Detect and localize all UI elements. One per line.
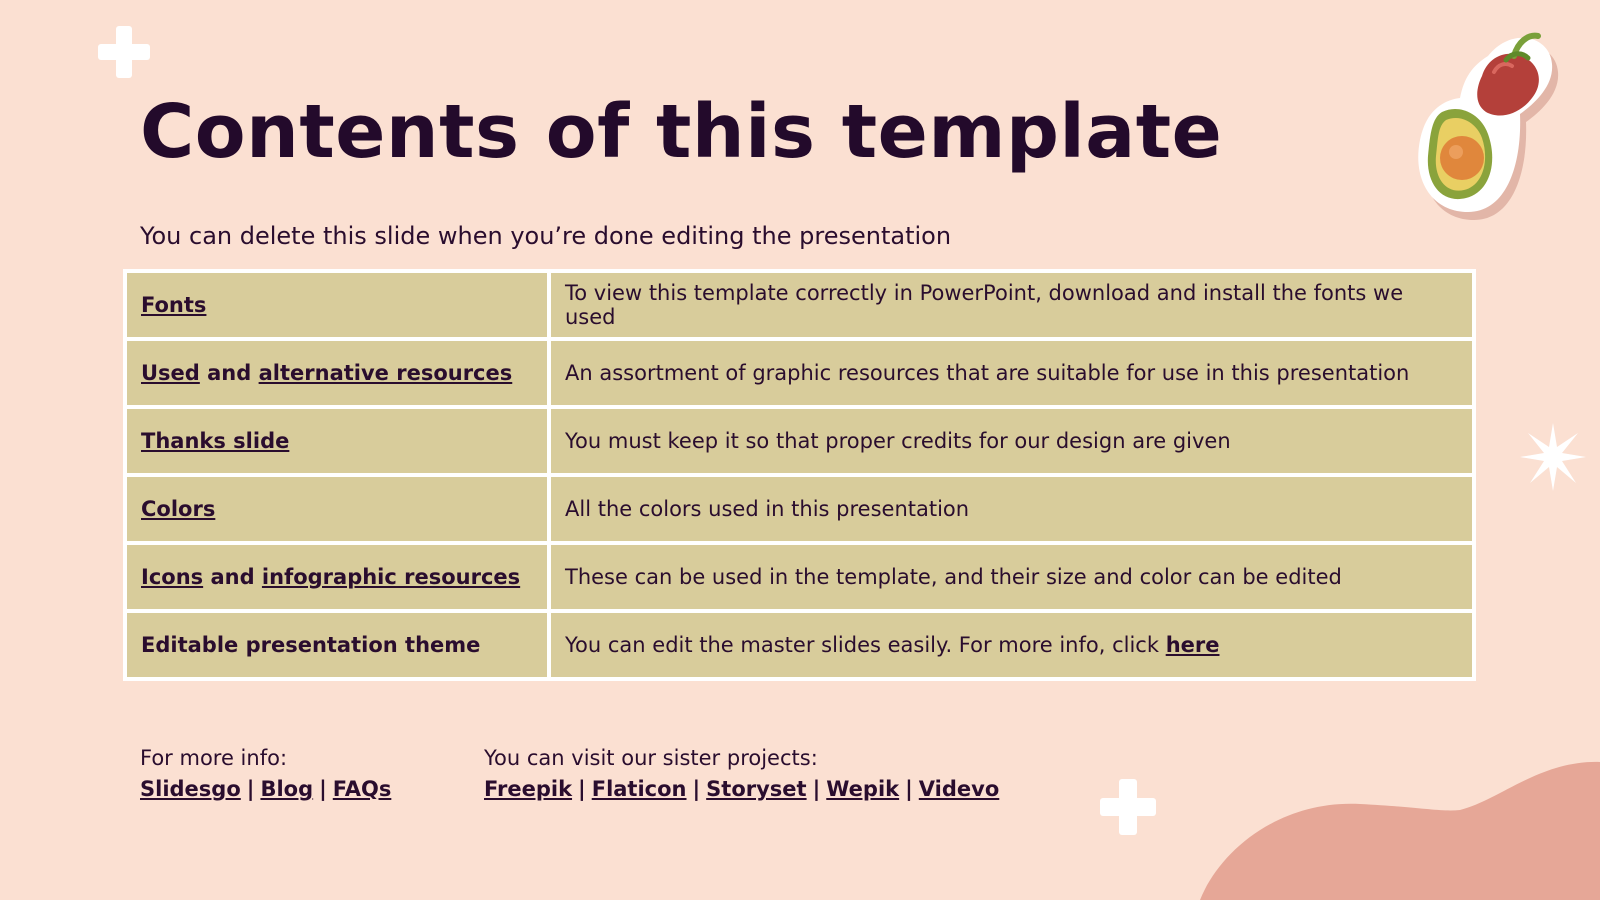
page-title: Contents of this template (140, 89, 1223, 175)
link-videvo[interactable]: Videvo (918, 777, 1000, 801)
table-cell-topic (125, 271, 549, 339)
table-cell-topic (125, 407, 549, 475)
cell-text: An assortment of graphic resources that are suitable for use in this presentation (565, 361, 1410, 385)
table-cell-description (549, 543, 1474, 611)
table-cell-description (549, 271, 1474, 339)
more-info-label: For more info: (140, 746, 288, 770)
link-separator: | (692, 777, 701, 801)
table-cell-topic (125, 475, 549, 543)
link-faqs[interactable]: FAQs (332, 777, 392, 801)
sister-project-links (484, 777, 999, 801)
link-separator: | (812, 777, 821, 801)
link-storyset[interactable]: Storyset (706, 777, 807, 801)
link-fonts[interactable]: Fonts (141, 293, 207, 317)
link-flaticon[interactable]: Flaticon (591, 777, 687, 801)
table-cell-description (549, 339, 1474, 407)
link-wepik[interactable]: Wepik (826, 777, 900, 801)
link-slidesgo[interactable]: Slidesgo (140, 777, 241, 801)
link-separator: | (319, 777, 327, 801)
cell-text: You must keep it so that proper credits for our design are given (565, 429, 1231, 453)
link-blog[interactable]: Blog (260, 777, 314, 801)
cell-text: You can edit the master slides easily. For more info, click (565, 633, 1166, 657)
cell-text: These can be used in the template, and their size and color can be edited (565, 565, 1342, 589)
table-cell-topic (125, 611, 549, 679)
link-separator: | (578, 777, 586, 801)
table-row (125, 543, 1474, 611)
avocado-pepper-sticker-icon (1402, 16, 1572, 222)
contents-table (123, 269, 1476, 681)
table-cell-description (549, 611, 1474, 679)
link-colors[interactable]: Colors (141, 497, 216, 521)
link-icons[interactable]: Icons (141, 565, 204, 589)
table-row (125, 611, 1474, 679)
sister-projects-label: You can visit our sister projects: (484, 746, 818, 770)
cell-text: Editable presentation theme (141, 633, 481, 657)
link-infographic-resources[interactable]: infographic resources (261, 565, 521, 589)
table-row (125, 339, 1474, 407)
table-row (125, 271, 1474, 339)
link-separator: | (246, 777, 255, 801)
table-cell-topic (125, 543, 549, 611)
link-freepik[interactable]: Freepik (484, 777, 573, 801)
page-subtitle: You can delete this slide when you’re done editing the presentation (140, 222, 952, 250)
background-blob (1200, 760, 1600, 900)
link-separator: | (905, 777, 913, 801)
link-here[interactable]: here (1165, 633, 1220, 657)
plus-icon (98, 26, 150, 78)
cell-text: All the colors used in this presentation (565, 497, 970, 521)
table-cell-description (549, 475, 1474, 543)
cell-text: To view this template correctly in PowerPoint, download and install the fonts we used (565, 281, 1404, 329)
link-thanks-slide[interactable]: Thanks slide (141, 429, 290, 453)
cell-text: and (203, 565, 262, 589)
table-cell-description (549, 407, 1474, 475)
link-alternative-resources[interactable]: alternative resources (258, 361, 513, 385)
cell-text: and (199, 361, 259, 385)
more-info-links (140, 777, 391, 801)
sparkle-icon (1520, 423, 1586, 491)
table-row (125, 475, 1474, 543)
link-used[interactable]: Used (141, 361, 200, 385)
plus-icon (1100, 779, 1156, 835)
table-cell-topic (125, 339, 549, 407)
table-row (125, 407, 1474, 475)
